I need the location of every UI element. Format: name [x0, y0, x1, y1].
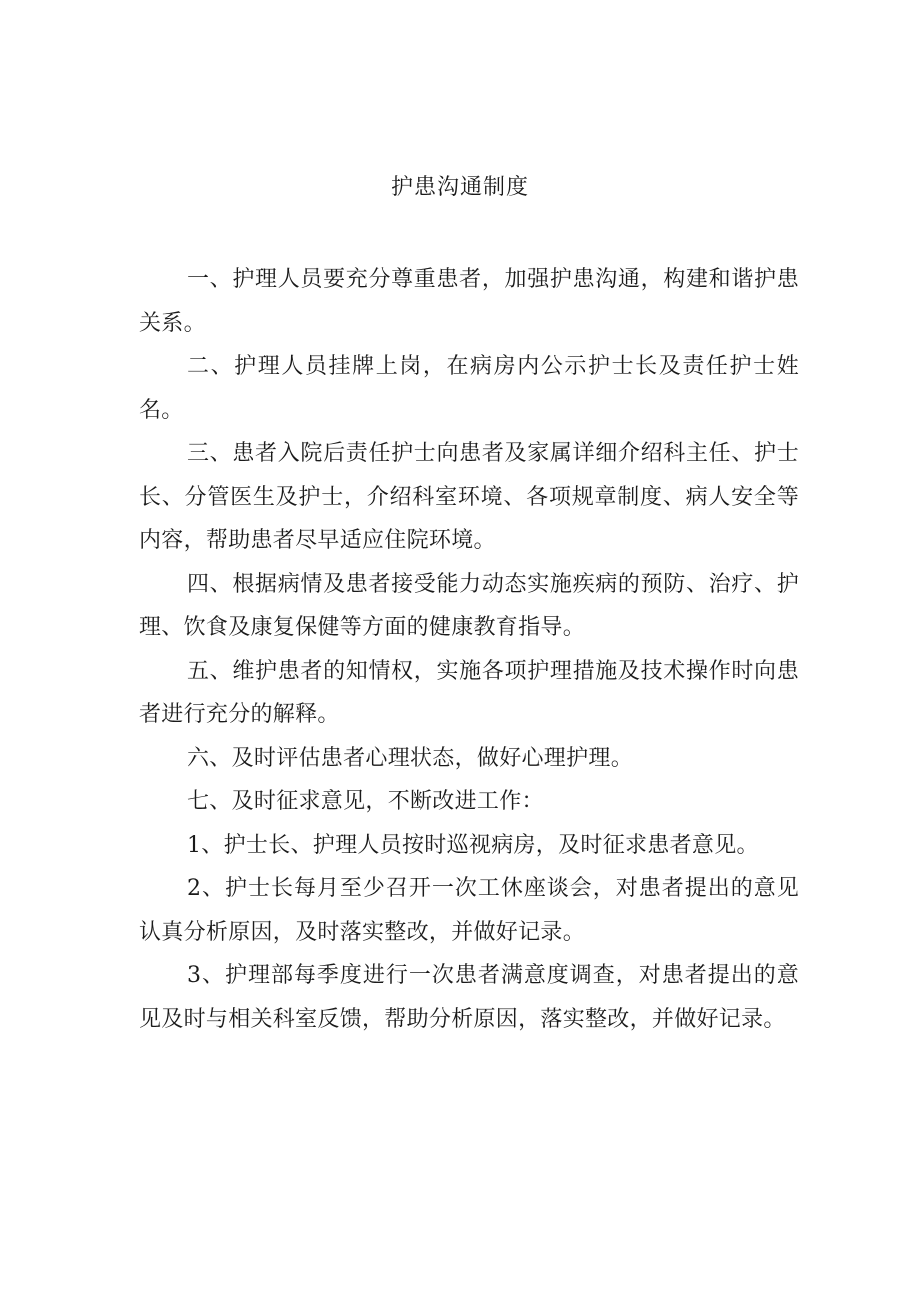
document-body [139, 258, 799, 1041]
document-title: 护患沟通制度 [390, 175, 529, 200]
paragraph-2: 二、护理人员挂牌上岗，在病房内公示护士长及责任护士姓名。 [139, 354, 799, 423]
paragraph-4: 四、根据病情及患者接受能力动态实施疾病的预防、治疗、护理、饮食及康复保健等方面的健康教育指导。 [139, 571, 799, 640]
paragraph-1: 一、护理人员要充分尊重患者，加强护患沟通，构建和谐护患关系。 [139, 267, 799, 336]
paragraph-3: 三、患者入院后责任护士向患者及家属详细介绍科主任、护士长、分管医生及护士，介绍科室环境、各项规章制度、病人安全等内容，帮助患者尽早适应住院环境。 [139, 441, 799, 553]
paragraph-5: 五、维护患者的知情权，实施各项护理措施及技术操作时向患者进行充分的解释。 [139, 658, 799, 727]
subitem-2: 2、护士长每月至少召开一次工休座谈会，对患者提出的意见认真分析原因，及时落实整改，并做好记录。 [139, 876, 799, 945]
subitem-3: 3、护理部每季度进行一次患者满意度调查，对患者提出的意见及时与相关科室反馈，帮助分析原因，落实整改，并做好记录。 [139, 963, 799, 1032]
paragraph-6: 六、及时评估患者心理状态，做好心理护理。 [187, 745, 634, 771]
paragraph-7: 七、及时征求意见，不断改进工作： [187, 789, 544, 814]
subitem-1: 1、护士长、护理人员按时巡视病房，及时征求患者意见。 [187, 832, 759, 858]
